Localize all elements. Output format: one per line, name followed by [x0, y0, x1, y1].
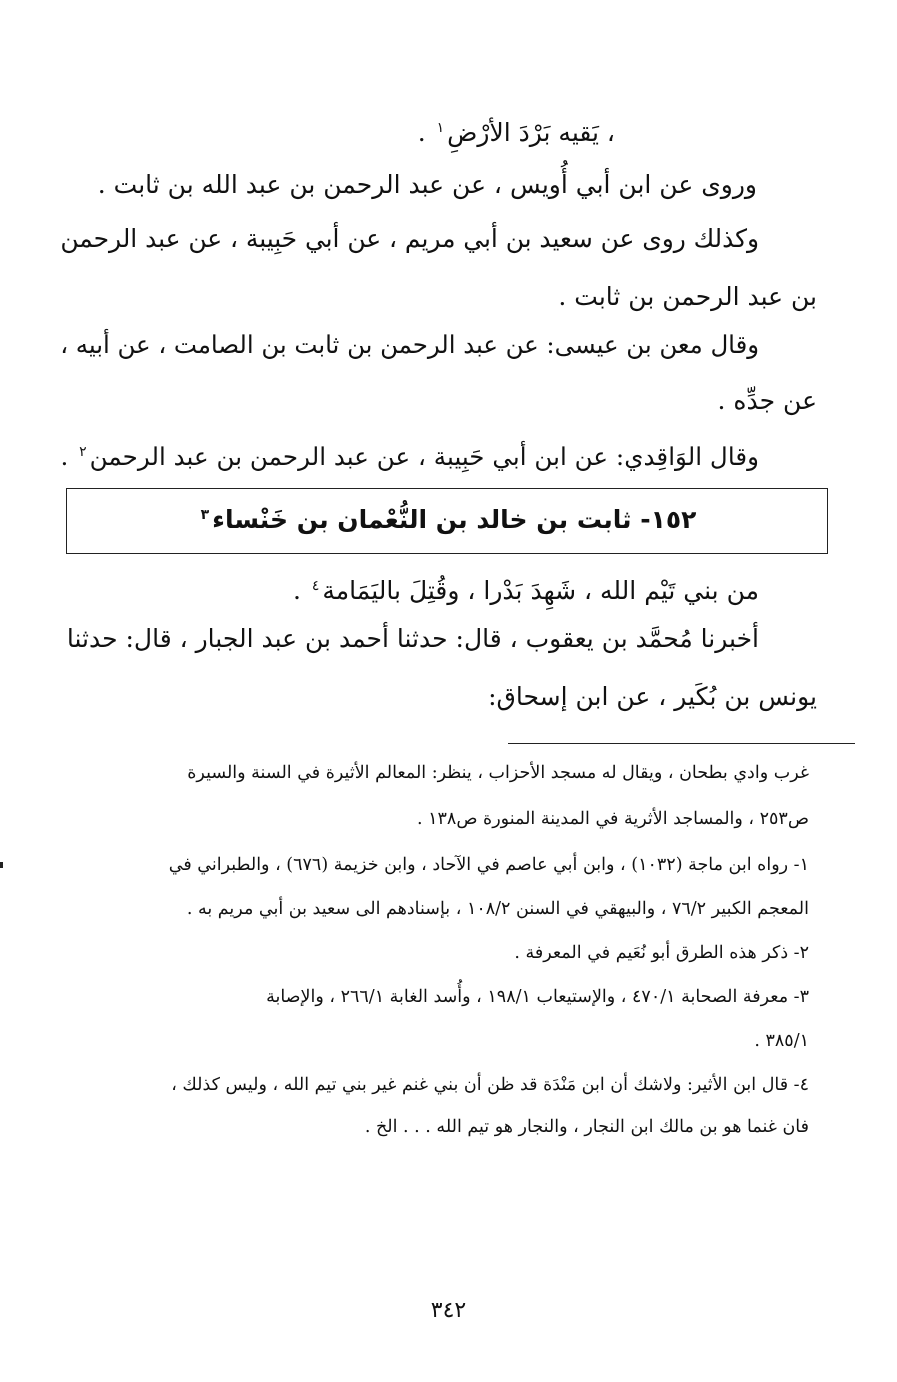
- footnote-line-6: ٣- معرفة الصحابة ٤٧٠/١ ، والإستيعاب ١٩٨/١ ، وأُسد الغابة ٢٦٦/١ ، والإصابة: [266, 987, 809, 1007]
- footnote-ref-3: ٣: [200, 506, 210, 523]
- footnote-line-1: غرب وادي بطحان ، ويقال له مسجد الأحزاب ، ينظر: المعالم الأثيرة في السنة والسيرة: [187, 763, 809, 783]
- body-line-6: عن جدِّه .: [717, 386, 817, 415]
- body-line-10: يونس بن بُكَير ، عن ابن إسحاق:: [488, 682, 817, 711]
- body-line-9: أخبرنا مُحمَّد بن يعقوب ، قال: حدثنا أحمد بن عبد الجبار ، قال: حدثنا: [66, 624, 759, 653]
- body-line-1: ، يَقيه بَرْدَ الأرْضِ$^١$ .: [417, 118, 615, 147]
- body-line-3: وكذلك روى عن سعيد بن أبي مريم ، عن أبي حَبِيبة ، عن عبد الرحمن: [60, 224, 759, 253]
- body-line-4: بن عبد الرحمن بن ثابت .: [558, 282, 817, 311]
- body-line-5: وقال معن بن عيسى: عن عبد الرحمن بن ثابت بن الصامت ، عن أبيه ،: [60, 330, 759, 359]
- footnote-line-9: فان غنما هو بن مالك ابن النجار ، والنجار هو تيم الله . . . الخ .: [364, 1117, 809, 1137]
- footnote-ref-2: ٢: [79, 443, 87, 460]
- footnote-separator: [508, 743, 855, 744]
- body-line-2: وروى عن ابن أبي أُويس ، عن عبد الرحمن بن عبد الله بن ثابت .: [97, 170, 757, 199]
- footnote-line-7: ٣٨٥/١ .: [754, 1031, 809, 1051]
- footnote-line-2: ص٢٥٣ ، والمساجد الأثرية في المدينة المنورة ص١٣٨ .: [416, 809, 809, 829]
- footnote-line-5: ٢- ذكر هذه الطرق أبو نُعَيم في المعرفة .: [514, 943, 809, 963]
- entry-heading-box: [66, 488, 828, 554]
- footnote-ref-4: ٤: [311, 577, 320, 594]
- footnote-ref-1: ١: [436, 119, 445, 136]
- footnote-line-4: المعجم الكبير ٧٦/٢ ، والبيهقي في السنن ١٠٨/٢ ، بإسنادهم الى سعيد بن أبي مريم به .: [186, 899, 809, 919]
- body-line-7: وقال الوَاقِدي: عن ابن أبي حَبِيبة ، عن عبد الرحمن بن عبد الرحمن$^٢$ .: [60, 442, 759, 471]
- footnote-line-3: ١- رواه ابن ماجة (١٠٣٢) ، وابن أبي عاصم في الآحاد ، وابن خزيمة (٦٧٦) ، والطبراني في: [168, 855, 809, 875]
- page-number: ٣٤٢: [430, 1298, 467, 1323]
- footnote-line-8: ٤- قال ابن الأثير: ولاشك أن ابن مَنْدَة قد ظن أن بني غنم غير بني تيم الله ، وليس كذلك ،: [171, 1075, 809, 1095]
- body-line-8: من بني تَيْم الله ، شَهِدَ بَدْرا ، وقُتِلَ باليَمَامة$^٤$ .: [292, 576, 759, 605]
- entry-heading: ١٥٢- ثابت بن خالد بن النُّعْمان بن خَنْساء$^٣$: [200, 505, 697, 534]
- scan-mark: [0, 862, 3, 868]
